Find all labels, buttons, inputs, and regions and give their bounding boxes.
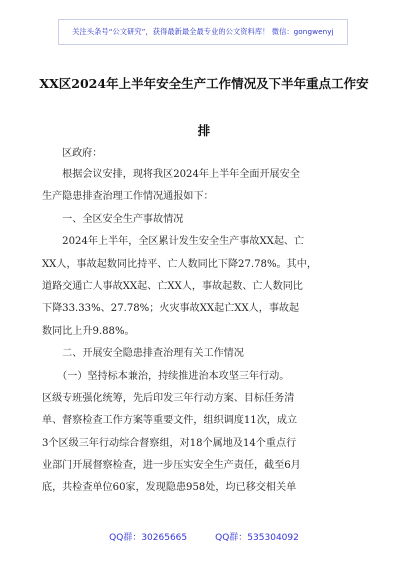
document-body <box>42 164 372 500</box>
greeting: 区政府： <box>62 148 103 159</box>
qq-group-2: QQ群：535304092 <box>215 533 299 543</box>
body-line: 3个区级三年行动综合督察组，对18个属地及14个重点行 <box>42 437 297 449</box>
footer-contacts <box>0 530 408 543</box>
qq-group-1: QQ群：30265665 <box>109 533 188 543</box>
promo-text: 关注头条号“公文研究”，获得最新最全最专业的公文资料库！ 微信：gongwenyj <box>72 27 334 36</box>
section-heading: 二、开展安全隐患排查治理有关工作情况 <box>42 348 244 360</box>
document-title-continued: 排 <box>197 123 211 138</box>
body-line: 道路交通亡人事故XX起、亡XX人，事故起数、亡人数同比 <box>42 280 303 292</box>
body-line: 区级专班强化统筹，先后印发三年行动方案、目标任务清 <box>42 392 295 404</box>
body-line: 下降33.33%、27.78%；火灾事故XX起亡XX人，事故起 <box>42 303 300 315</box>
body-line: XX人，事故起数同比持平、亡人数同比下降27.78%。其中， <box>42 258 317 270</box>
body-line: 根据会议安排，现将我区2024年上半年全面开展安全 <box>42 169 300 180</box>
subsection-heading: （一）坚持标本兼治，持续推进治本攻坚三年行动。 <box>42 370 290 382</box>
body-line: 单、督察检查工作方案等重要文件，组织调度11次，成立 <box>42 415 298 427</box>
section-heading: 一、全区安全生产事故情况 <box>42 213 184 225</box>
body-line: 生产隐患排查治理工作情况通报如下： <box>42 191 214 203</box>
document-title: XX区2024年上半年安全生产工作情况及下半年重点工作安 <box>39 76 369 91</box>
body-line: 底，共检查单位60家，发现隐患958处，均已移交相关单 <box>42 482 297 494</box>
body-line: 2024年上半年，全区累计发生安全生产事故XX起、亡 <box>42 236 305 248</box>
body-line: 业部门开展督察检查，进一步压实安全生产责任，截至6月 <box>42 460 301 472</box>
promo-banner <box>58 19 348 45</box>
body-line: 数同比上升9.88%。 <box>42 325 135 337</box>
